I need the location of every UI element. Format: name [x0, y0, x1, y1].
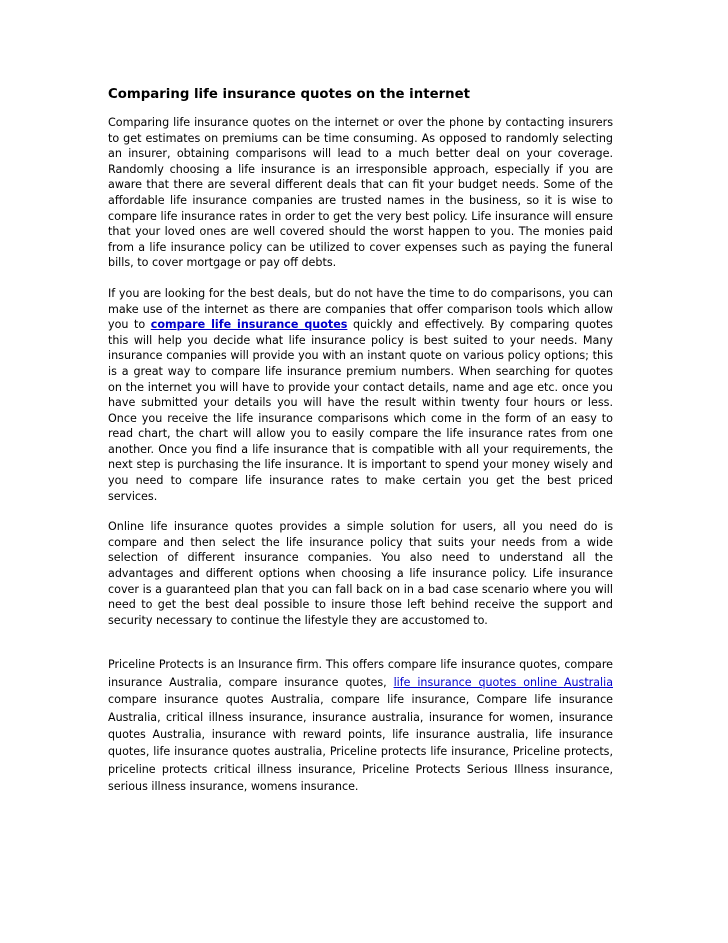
paragraph-text: If you are looking for the best deals, but do not have the time to do comparisons, you can make use of the internet as there are companies that offer comparison tools which allow you to — [108, 286, 613, 332]
document-page — [108, 86, 613, 811]
paragraph-text: compare insurance quotes Australia, compare life insurance, Compare life insurance Australia, critical illness insurance, insurance australia, insurance for women, insurance quotes Australia, insurance with reward points, life insurance australia, life insurance quotes, life insurance quotes australia, Priceline protects life insurance, Priceline protects, priceline protects critical illness insurance, Priceline Protects Serious Illness insurance, serious illness insurance, womens insurance. — [108, 693, 613, 794]
document-title: Comparing life insurance quotes on the internet — [108, 87, 470, 102]
paragraph-priceline — [108, 656, 613, 795]
paragraph-intro: Comparing life insurance quotes on the internet or over the phone by contacting insurers to get estimates on premiums can be time consuming. As opposed to randomly selecting an insurer, obtaining comparisons will lead to a much better deal on your coverage. Randomly choosing a life insurance is an irresponsible approach, especially if you are aware that there are several different deals that can fit your budget needs. Some of the affordable life insurance companies are trusted names in the business, so it is wise to compare life insurance rates in order to get the very best policy. Life insurance will ensure that your loved ones are well covered should the worst happen to you. The monies paid from a life insurance policy can be utilized to cover expenses such as paying the funeral bills, to cover mortgage or pay off debts. — [108, 116, 613, 270]
paragraph-online-quotes: Online life insurance quotes provides a simple solution for users, all you need do is compare and then select the life insurance policy that suits your needs from a wide selection of different insurance companies. You also need to understand all the advantages and different options when choosing a life insurance policy. Life insurance cover is a guaranteed plan that you can fall back on in a bad case scenario where you will need to get the best deal possible to insure those left behind receive the support and security necessary to continue the lifestyle they are accustomed to. — [108, 520, 613, 627]
life-insurance-quotes-online-australia-link[interactable]: life insurance quotes online Australia — [393, 675, 613, 689]
paragraph-text: Priceline Protects is an Insurance firm. This offers compare life insurance quotes, compare insurance Australia, compare insurance quotes, — [108, 658, 613, 689]
compare-life-insurance-quotes-link[interactable]: compare life insurance quotes — [150, 318, 348, 332]
paragraph-comparison-tools — [108, 286, 613, 504]
paragraph-text: quickly and effectively. By comparing quotes this will help you decide what life insurance policy is best suited to your needs. Many insurance companies will provide you with an instant quote on various policy options; this is a great way to compare life insurance premium numbers. When searching for quotes on the internet you will have to provide your contact details, name and age etc. once you have submitted your details you will have the result within twenty four hours or less. Once you receive the life insurance comparisons which come in the form of an easy to read chart, the chart will allow you to easily compare the life insurance rates from one another. Once you find a life insurance that is compatible with all your requirements, the next step is purchasing the life insurance. It is important to spend your money wisely and you need to compare life insurance rates to make certain you get the best priced services. — [108, 318, 613, 503]
